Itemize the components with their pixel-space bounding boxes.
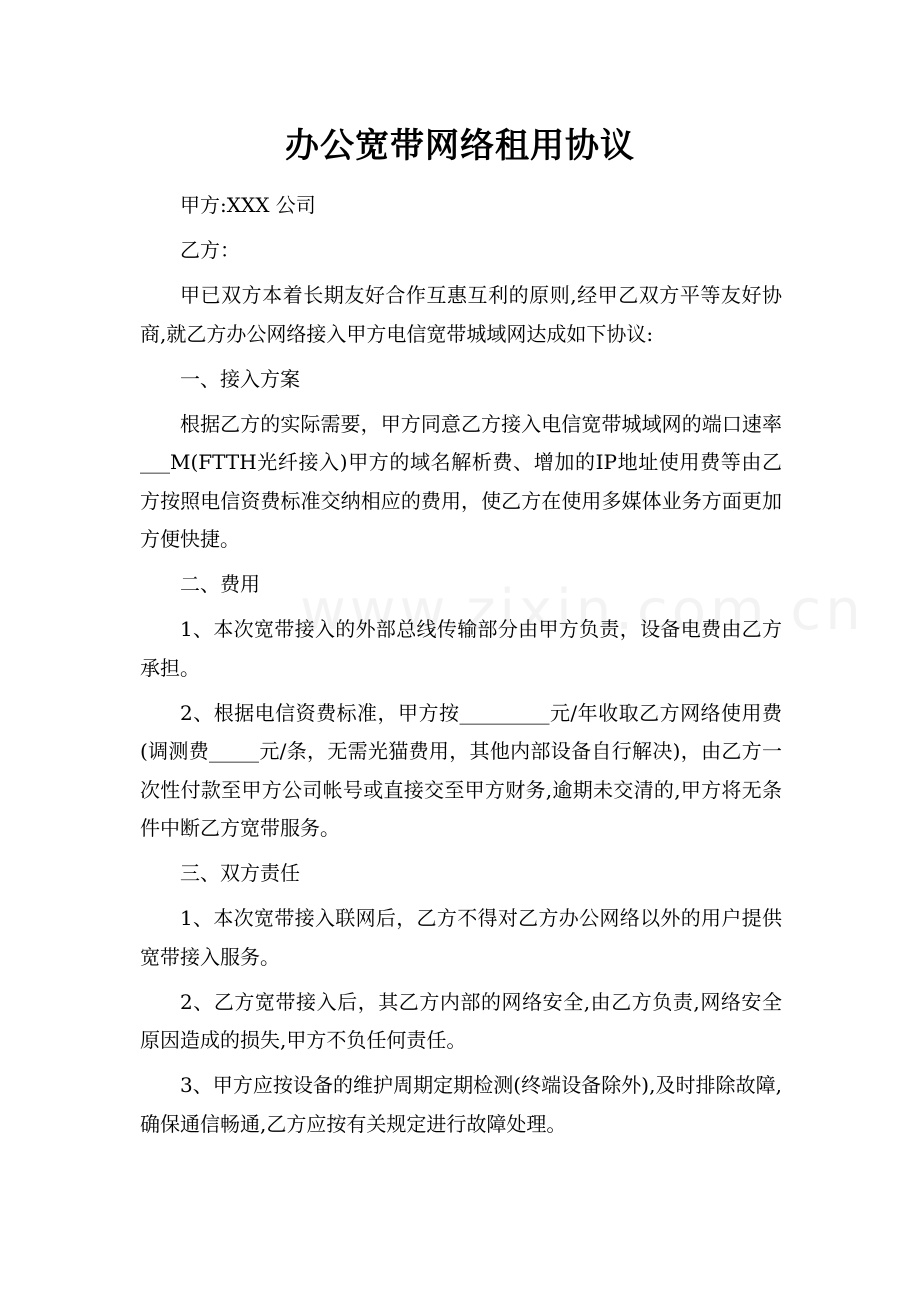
responsibility-clause-3: 3、甲方应按设备的维护周期定期检测(终端设备除外),及时排除故障,确保通信畅通,乙方应按有关规定进行故障处理。 xyxy=(140,1073,782,1136)
access-plan-paragraph: 根据乙方的实际需要，甲方同意乙方接入电信宽带城域网的端口速率___M(FTTH光纤接入)甲方的域名解析费、增加的IP地址使用费等由乙方按照电信资费标准交纳相应的费用，使乙方在使用多媒体业务方面更加方便快捷。 xyxy=(140,411,782,551)
responsibility-clause-2: 2、乙方宽带接入后，其乙方内部的网络安全,由乙方负责,网络安全原因造成的损失,甲方不负任何责任。 xyxy=(140,989,782,1052)
fees-clause-1: 1、本次宽带接入的外部总线传输部分由甲方负责，设备电费由乙方承担。 xyxy=(140,617,782,680)
preamble-paragraph: 甲已双方本着长期友好合作互惠互利的原则,经甲乙双方平等友好协商,就乙方办公网络接入甲方电信宽带城域网达成如下协议: xyxy=(140,283,782,346)
document-body xyxy=(140,186,782,1143)
party-a-line: 甲方:XXX 公司 xyxy=(180,193,316,217)
fees-clause-2: 2、根据电信资费标准，甲方按_________元/年收取乙方网络使用费(调测费_____元/条，无需光猫费用，其他内部设备自行解决)，由乙方一次性付款至甲方公司帐号或直接交至甲方财务,逾期未交清的,甲方将无条件中断乙方宽带服务。 xyxy=(140,700,782,840)
section-heading-responsibilities: 三、双方责任 xyxy=(180,861,300,885)
section-heading-access-plan: 一、接入方案 xyxy=(180,366,300,391)
section-heading-fees: 二、费用 xyxy=(180,572,260,596)
responsibility-clause-1: 1、本次宽带接入联网后，乙方不得对乙方办公网络以外的用户提供宽带接入服务。 xyxy=(140,906,782,969)
document-title: 办公宽带网络租用协议 xyxy=(285,126,635,166)
party-b-line: 乙方： xyxy=(180,238,240,262)
